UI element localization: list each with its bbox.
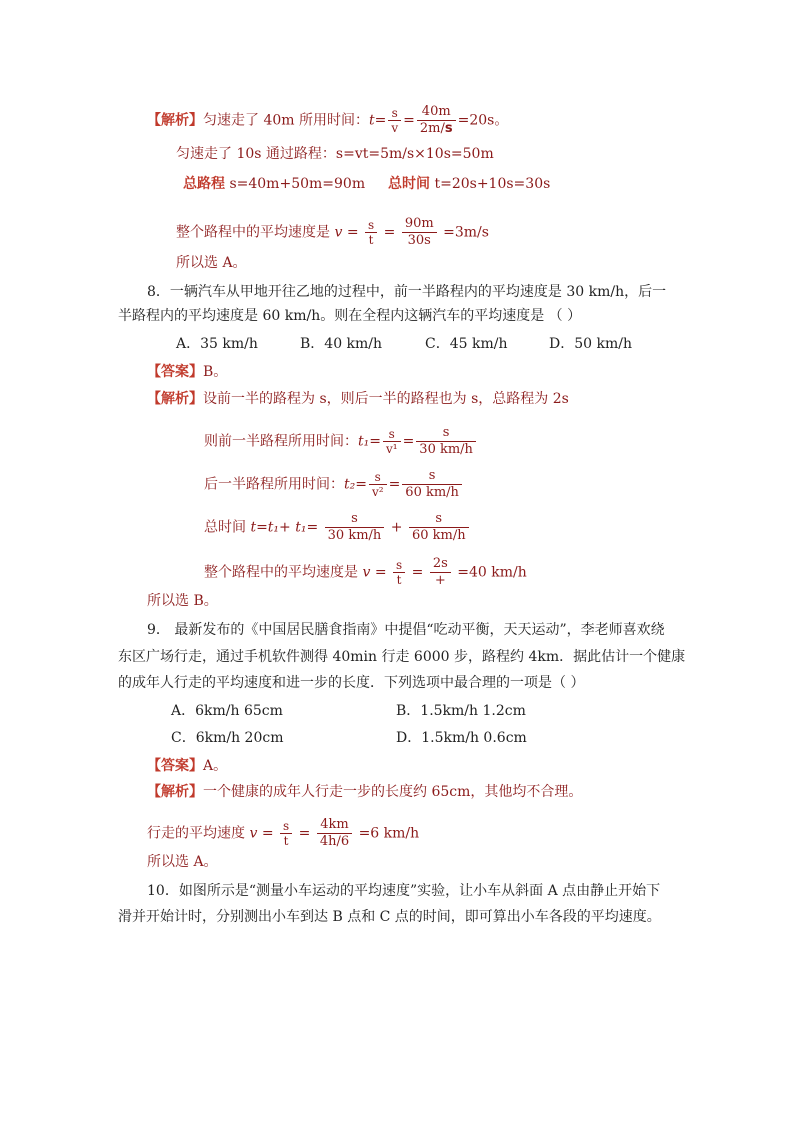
- q8-step2: 后一半路程所用时间：t₂= $\frac{s}{\text{v²}}$ = $\frac{s}{60 km/h}$: [204, 468, 464, 501]
- q8-option-d: D．50 km/h: [549, 336, 632, 352]
- q9-stem-line3: 的成年人行走的平均速度和进一步的长度．下列选项中最合理的一项是（ ）: [118, 675, 585, 691]
- q7-analysis-line4: 整个路程中的平均速度是 v = $\frac{s}{t}$ = $\frac{90m}{30s}$ =3m/s: [176, 216, 489, 248]
- q7-analysis-line1: 【解析】匀速走了 40m 所用时间：t= $\frac{s}{v}$ = $\frac{40m}{2m/s}$ =20s。: [147, 104, 509, 136]
- q9-conclusion: 所以选 A。: [147, 854, 218, 870]
- fraction: $\frac{s}{60 km/h}$: [402, 468, 462, 501]
- fraction: $\frac{4km}{4h/6}$: [317, 817, 352, 850]
- q9-option-a: A．6km/h 65cm: [171, 703, 283, 719]
- q8-analysis-line1: 【解析】设前一半的路程为 s，则后一半的路程也为 s，总路程为 2s: [147, 391, 569, 407]
- fraction: $\frac{s}{t}$: [365, 218, 377, 247]
- q10-stem-line1: 10．如图所示是“测量小车运动的平均速度”实验，让小车从斜面 A 点由静止开始下: [147, 883, 661, 899]
- q8-step3: 总时间 t=t₁+ t₁= $\frac{s}{30 km/h}$ + $\frac{s}{60 km/h}$: [204, 511, 471, 544]
- q9-analysis-line1: 【解析】一个健康的成年人行走一步的长度约 65cm，其他均不合理。: [147, 784, 583, 800]
- q10-stem-line2: 滑并开始计时，分别测出小车到达 B 点和 C 点的时间，即可算出小车各段的平均速度。: [118, 909, 661, 925]
- q9-answer: 【答案】A。: [147, 758, 228, 774]
- fraction: $\frac{s}{30 km/h}$: [416, 425, 476, 458]
- q8-step4: 整个路程中的平均速度是 v = $\frac{s}{t}$ = $\frac{2s}{+}$ =40 km/h: [204, 556, 527, 588]
- q8-step1: 则前一半路程所用时间：t₁= $\frac{s}{\text{v¹}}$ = $\frac{s}{30 km/h}$: [204, 425, 478, 458]
- fraction: $\frac{40m}{2m/s}$: [417, 104, 456, 137]
- q9-stem-line1: 9． 最新发布的《中国居民膳食指南》中提倡“吃动平衡，天天运动”，李老师喜欢绕: [147, 622, 665, 638]
- q8-conclusion: 所以选 B。: [147, 593, 218, 609]
- q9-option-d: D．1.5km/h 0.6cm: [396, 730, 527, 746]
- q8-stem-line2: 半路程内的平均速度是 60 km/h。则在全程内这辆汽车的平均速度是 （ ）: [118, 308, 582, 324]
- fraction: $\frac{s}{60 km/h}$: [409, 511, 469, 544]
- q8-answer: 【答案】B。: [147, 364, 228, 380]
- q9-option-b: B．1.5km/h 1.2cm: [396, 703, 526, 719]
- fraction: $\frac{s}{30 km/h}$: [325, 511, 385, 544]
- analysis-tag: 【解析】: [147, 112, 203, 129]
- fraction: $\frac{s}{v}$: [388, 106, 401, 135]
- q9-stem-line2: 东区广场行走，通过手机软件测得 40min 行走 6000 步，路程约 4km．据此估计一个健康: [118, 649, 686, 665]
- q8-option-a: A．35 km/h: [176, 336, 258, 352]
- fraction: $\frac{s}{\text{v¹}}$: [383, 427, 401, 456]
- q7-conclusion: 所以选 A。: [176, 255, 247, 271]
- q8-option-c: C．45 km/h: [425, 336, 508, 352]
- q7-analysis-line2: 匀速走了 10s 通过路程：s=vt=5m/s×10s=50m: [176, 146, 494, 162]
- q9-speed-line: 行走的平均速度 v = $\frac{s}{t}$ = $\frac{4km}{4h/6}$ =6 km/h: [147, 817, 420, 849]
- fraction: $\frac{s}{\text{v²}}$: [369, 470, 387, 499]
- fraction: $\frac{s}{t}$: [393, 558, 405, 587]
- fraction: $\frac{2s}{+}$: [430, 556, 451, 589]
- q7-analysis-line3: 总路程 s=40m+50m=90m 总时间 t=20s+10s=30s: [183, 176, 551, 192]
- fraction: $\frac{s}{t}$: [280, 819, 292, 848]
- q8-stem-line1: 8．一辆汽车从甲地开往乙地的过程中，前一半路程内的平均速度是 30 km/h，后一: [147, 284, 667, 300]
- q9-option-c: C．6km/h 20cm: [171, 730, 284, 746]
- q8-option-b: B．40 km/h: [300, 336, 383, 352]
- fraction: $\frac{90m}{30s}$: [402, 216, 437, 249]
